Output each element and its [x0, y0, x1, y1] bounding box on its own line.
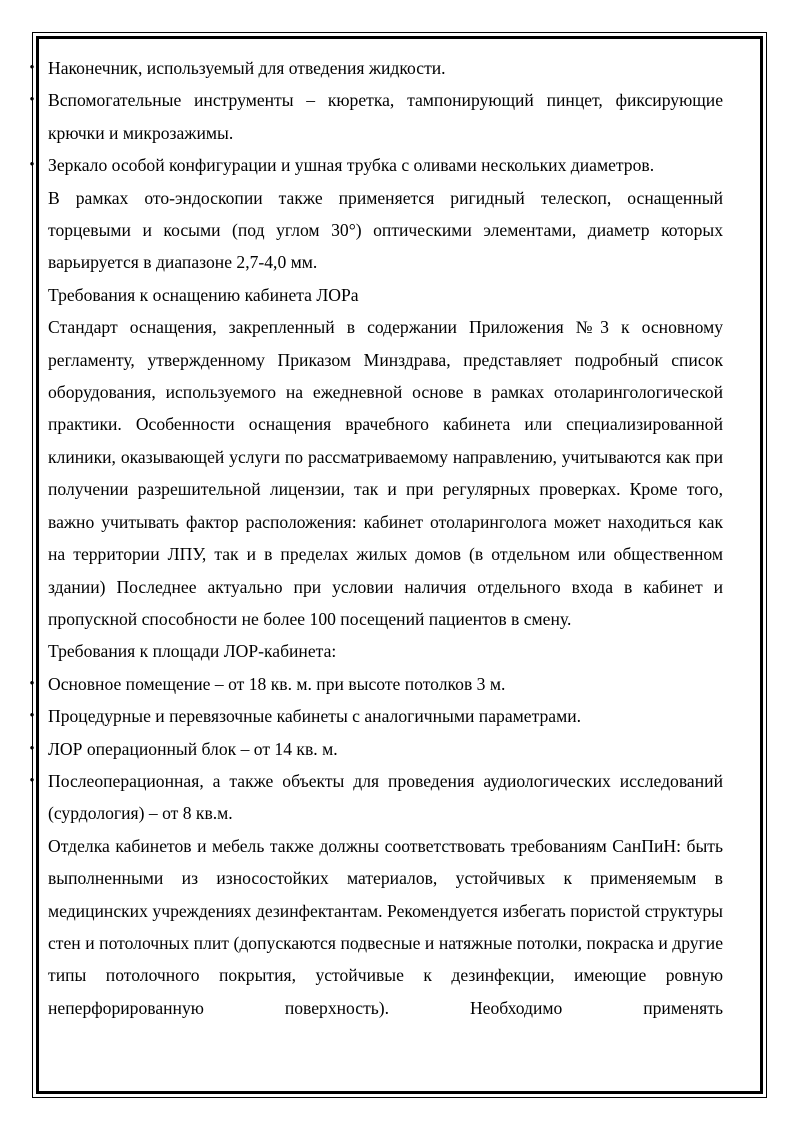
- section-heading-area: Требования к площади ЛОР-кабинета:: [48, 641, 337, 662]
- list-item-text: Основное помещение – от 18 кв. м. при высоте потолков 3 м.: [48, 673, 506, 694]
- bullet-icon: •: [29, 772, 35, 789]
- bullet-icon: •: [29, 740, 35, 757]
- bullet-icon: •: [29, 92, 35, 109]
- list-item-main-room: [29, 668, 723, 700]
- bullet-icon: •: [29, 60, 35, 76]
- list-item-tip: [29, 52, 723, 84]
- bullet-icon: •: [29, 157, 35, 174]
- list-item-mirror: [29, 149, 723, 181]
- list-item-operating-block: [29, 733, 723, 765]
- list-item-instruments: [29, 84, 723, 149]
- section-heading-equipment: Требования к оснащению кабинета ЛОРа: [48, 284, 359, 305]
- bullet-icon: •: [29, 675, 35, 692]
- paragraph-standard: Стандарт оснащения, закрепленный в содержании Приложения №3 к основному регламенту, утвержденному Приказом Минздрава, представляет подробный список оборудования, используемого на ежедневной основе в рамках отоларингологической практики. Особенности оснащения врачебного кабинета или специализированной клиники, оказывающей услуги по рассматриваемому направлению, учитываются как при получении разрешительной лицензии, так и при регулярных проверках. Кроме того, важно учитывать фактор расположения: кабинет отоларинголога может находиться как на территории ЛПУ, так и в пределах жилых домов (в отдельном или общественном здании) Последнее актуально при условии наличия отдельного входа в кабинет и пропускной способности не более 100 посещений пациентов в смену.: [48, 317, 723, 629]
- list-item-text: Наконечник, используемый для отведения жидкости.: [48, 58, 446, 78]
- list-item-procedure-rooms: [29, 700, 723, 732]
- paragraph-finishing: Отделка кабинетов и мебель также должны соответствовать требованиям СанПиН: быть выполненными из износостойких материалов, устойчивых к применяемым в медицинских учреждениях дезинфектантам. Рекомендуется избегать пористой структуры стен и потолочных плит (допускаются подвесные и натяжные потолки, покраска и другие типы потолочного покрытия, устойчивые к дезинфекции, имеющие ровную неперфорированную поверхность). Необходимо применять: [48, 835, 723, 1018]
- list-item-postoperative: [29, 765, 723, 830]
- list-item-text: Процедурные и перевязочные кабинеты с аналогичными параметрами.: [48, 706, 582, 727]
- list-item-text: Послеоперационная, а также объекты для проведения аудиологических исследований (сурдология) – от 8 кв.м.: [48, 770, 723, 824]
- document-body: [29, 52, 723, 1024]
- list-item-text: Вспомогательные инструменты – кюретка, тампонирующий пинцет, фиксирующие крючки и микрозажимы.: [48, 90, 723, 143]
- list-item-text: Зеркало особой конфигурации и ушная трубка с оливами нескольких диаметров.: [48, 155, 655, 176]
- paragraph-endoscopy: В рамках ото-эндоскопии также применяется ригидный телескоп, оснащенный торцевыми и косыми (под углом 30°) оптическими элементами, диаметр которых варьируется в диапазоне 2,7-4,0 мм.: [48, 187, 723, 273]
- list-item-text: ЛОР операционный блок – от 14 кв. м.: [48, 738, 338, 759]
- bullet-icon: •: [29, 708, 35, 725]
